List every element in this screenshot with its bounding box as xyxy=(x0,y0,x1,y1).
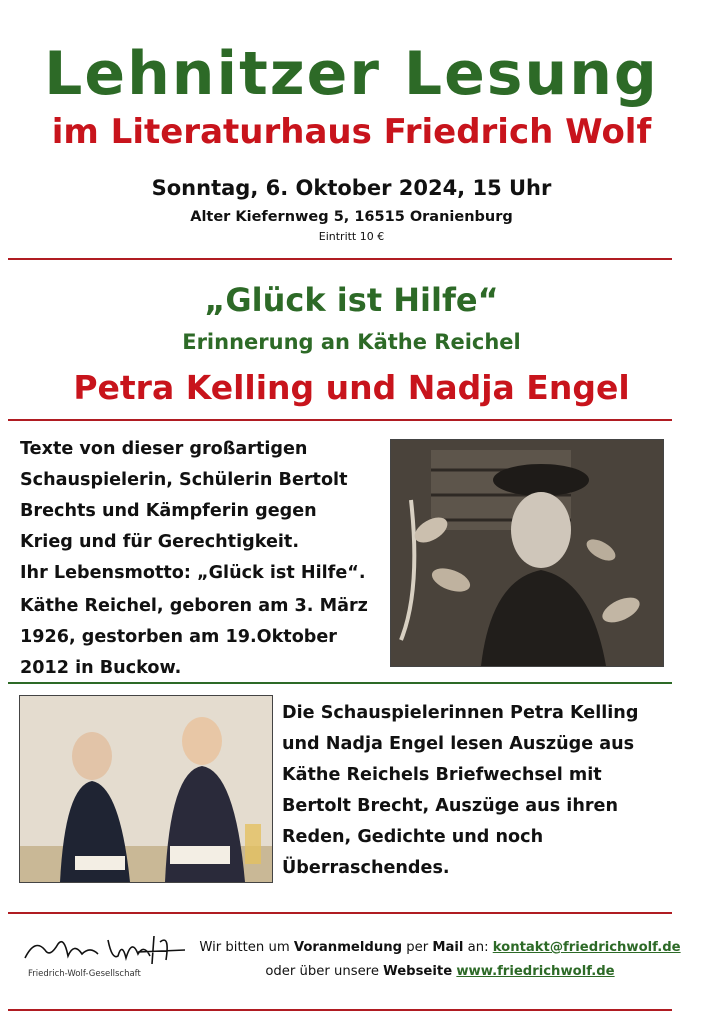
performers-illustration xyxy=(20,696,272,882)
registration-line xyxy=(190,936,690,960)
divider xyxy=(8,1009,672,1011)
text-line: Käthe Reichel, geboren am 3. März xyxy=(20,596,368,616)
text-line: Brechts und Kämpferin gegen xyxy=(20,501,317,521)
divider xyxy=(8,258,672,260)
website-link[interactable]: www.friedrichwolf.de xyxy=(456,964,615,979)
text-line: Käthe Reichels Briefwechsel mit xyxy=(282,765,602,785)
intro-paragraph xyxy=(20,434,380,589)
text-fragment: Mail xyxy=(432,940,464,955)
event-quote: „Glück ist Hilfe“ xyxy=(204,281,499,319)
divider xyxy=(8,419,672,421)
society-logo xyxy=(20,930,190,990)
text-fragment: Voranmeldung xyxy=(293,940,403,955)
signature-logo xyxy=(20,930,190,970)
text-fragment: per xyxy=(402,940,433,955)
text-fragment: oder über unsere xyxy=(265,964,384,979)
text-line: Ihr Lebensmotto: „Glück ist Hilfe“. xyxy=(20,563,366,583)
event-date: Sonntag, 6. Oktober 2024, 15 Uhr xyxy=(151,176,552,200)
performers-photo xyxy=(19,695,273,883)
text-fragment: Wir bitten um xyxy=(199,940,294,955)
text-line: Reden, Gedichte und noch xyxy=(282,827,544,847)
performer-names: Petra Kelling und Nadja Engel xyxy=(73,368,630,407)
text-line: 2012 in Buckow. xyxy=(20,658,182,678)
event-address: Alter Kiefernweg 5, 16515 Oranienburg xyxy=(190,209,513,225)
bio-paragraph xyxy=(20,591,380,684)
text-line: Texte von dieser großartigen xyxy=(20,439,308,459)
text-fragment: an: xyxy=(463,940,493,955)
text-line: Bertolt Brecht, Auszüge aus ihren xyxy=(282,796,618,816)
text-fragment: Webseite xyxy=(383,964,453,979)
text-line: Überraschendes. xyxy=(282,858,450,878)
text-line: Krieg und für Gerechtigkeit. xyxy=(20,532,299,552)
text-line: Die Schauspielerinnen Petra Kelling xyxy=(282,703,639,723)
divider xyxy=(8,682,672,684)
registration-note xyxy=(190,936,690,984)
page-title: Lehnitzer Lesung xyxy=(44,39,659,109)
portrait-photo xyxy=(390,439,664,667)
text-line: und Nadja Engel lesen Auszüge aus xyxy=(282,734,635,754)
email-link[interactable]: kontakt@friedrichwolf.de xyxy=(492,940,681,955)
society-name: Friedrich-Wolf-Gesellschaft xyxy=(28,969,141,979)
text-line: Schauspielerin, Schülerin Bertolt xyxy=(20,470,348,490)
website-line xyxy=(190,960,690,984)
event-memory: Erinnerung an Käthe Reichel xyxy=(182,330,521,354)
page-subtitle: im Literaturhaus Friedrich Wolf xyxy=(51,112,652,152)
divider xyxy=(8,912,672,914)
portrait-illustration xyxy=(391,440,663,666)
text-line: 1926, gestorben am 19.Oktober xyxy=(20,627,337,647)
reading-paragraph xyxy=(282,698,677,884)
entry-fee: Eintritt 10 € xyxy=(318,230,385,243)
